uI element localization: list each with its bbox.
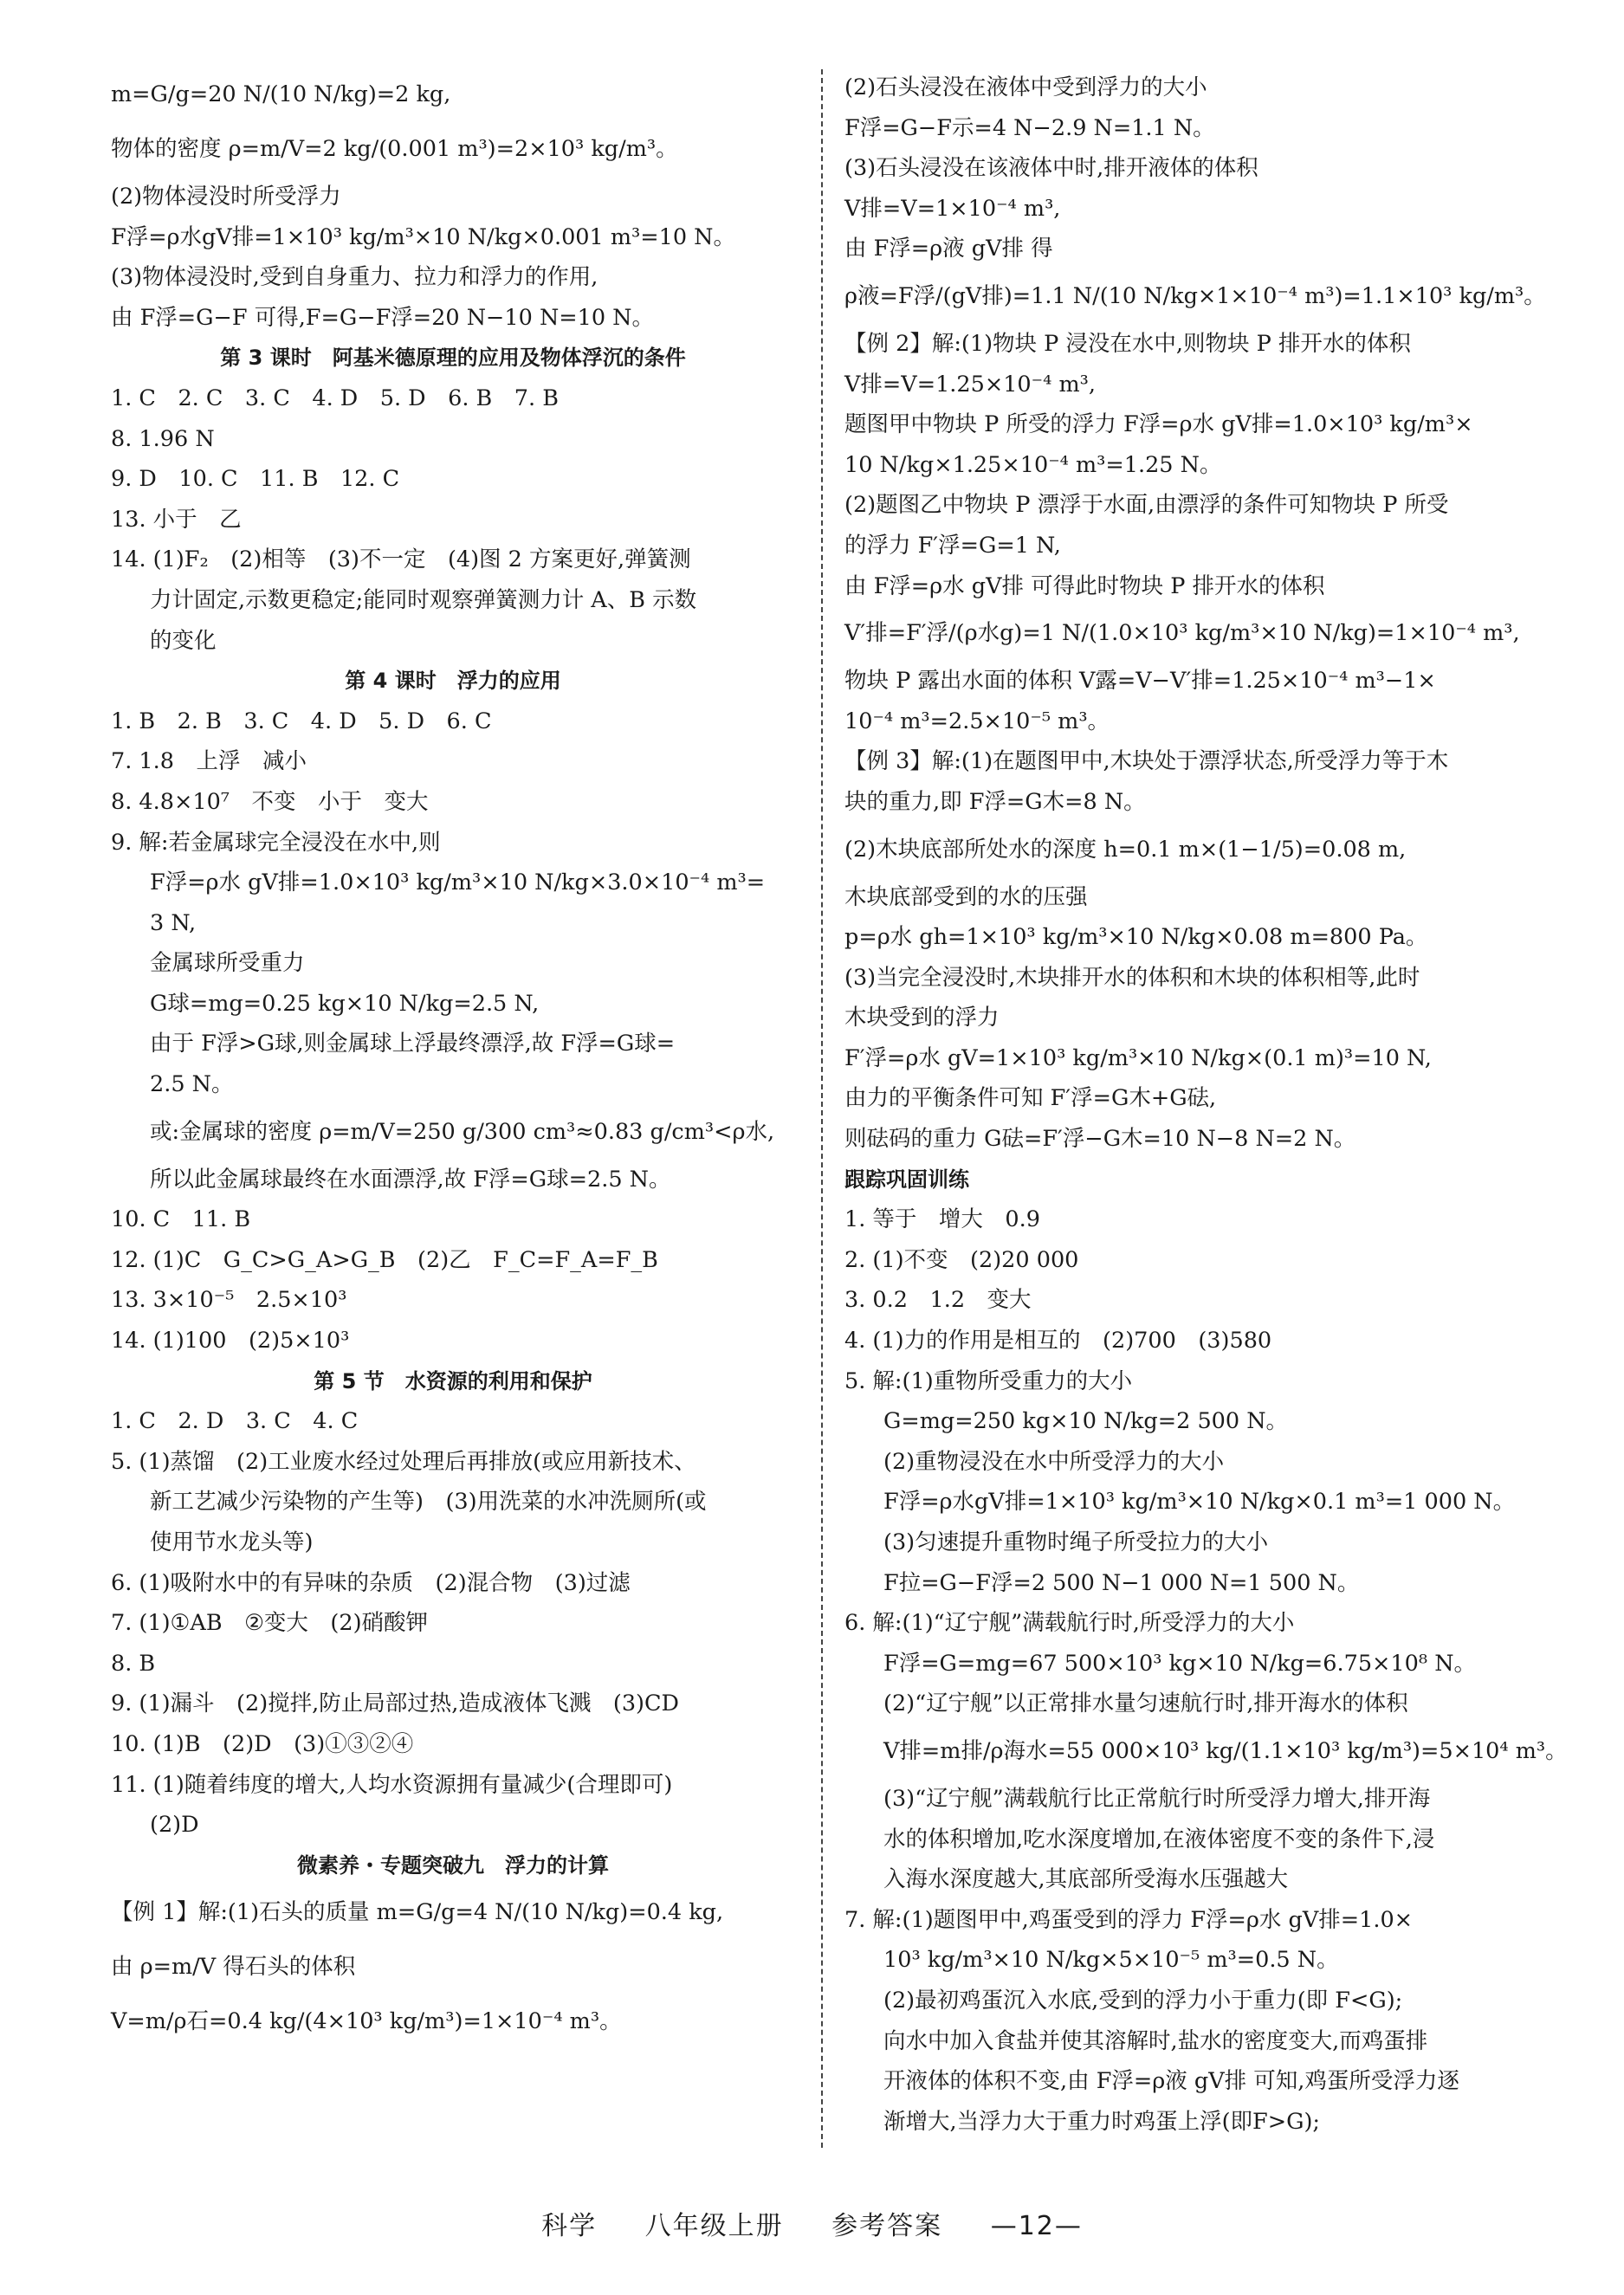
- text-line: m=G/g=20 N/(10 N/kg)=2 kg,: [111, 81, 451, 107]
- subsection-heading: 跟踪巩固训练: [844, 1167, 969, 1192]
- text-line: (2)最初鸡蛋沉入水底,受到的浮力小于重力(即 F<G);: [883, 1987, 1403, 2014]
- text-line: 6. 解:(1)“辽宁舰”满载航行时,所受浮力的大小: [844, 1610, 1295, 1637]
- text-line: (3)当完全浸没时,木块排开水的体积和木块的体积相等,此时: [844, 964, 1420, 991]
- text-line: 由 F浮=ρ液 gV排 得: [844, 236, 1053, 262]
- text-line: 10. C 11. B: [111, 1206, 251, 1233]
- text-line: 10. (1)B (2)D (3)①③②④: [111, 1730, 414, 1757]
- text-line: 所以此金属球最终在水面漂浮,故 F浮=G球=2.5 N。: [150, 1166, 671, 1193]
- text-line: 块的重力,即 F浮=G木=8 N。: [844, 788, 1146, 815]
- text-line: (3)石头浸没在该液体中时,排开液体的体积: [844, 155, 1258, 182]
- text-line: ρ液=F浮/(gV排)=1.1 N/(10 N/kg×1×10⁻⁴ m³)=1.1×10³ kg/m³。: [844, 282, 1546, 309]
- text-line: 木块受到的浮力: [844, 1005, 1000, 1031]
- text-line: F浮=ρ水gV排=1×10³ kg/m³×10 N/kg×0.1 m³=1 000 N。: [883, 1489, 1516, 1516]
- text-line: F′浮=ρ水 gV=1×10³ kg/m³×10 N/kg×(0.1 m)³=10 N,: [844, 1044, 1432, 1071]
- text-line: (2)“辽宁舰”以正常排水量匀速航行时,排开海水的体积: [883, 1691, 1408, 1717]
- page-footer: [0, 2204, 1624, 2242]
- text-line: G=mg=250 kg×10 N/kg=2 500 N。: [883, 1408, 1289, 1435]
- text-line: F浮=G−F示=4 N−2.9 N=1.1 N。: [844, 114, 1215, 141]
- text-line: 8. 1.96 N: [111, 425, 215, 452]
- text-line: (2)重物浸没在水中所受浮力的大小: [883, 1448, 1225, 1475]
- text-line: 1. 等于 增大 0.9: [844, 1206, 1040, 1233]
- text-line: (2)木块底部所处水的深度 h=0.1 m×(1−1/5)=0.08 m,: [844, 836, 1407, 863]
- text-line: 1. C 2. D 3. C 4. C: [111, 1408, 359, 1435]
- text-line: 使用节水龙头等): [150, 1529, 314, 1555]
- right-column: [844, 68, 1568, 2142]
- text-line: 8. 4.8×10⁷ 不变 小于 变大: [111, 788, 429, 815]
- section-heading: 第 5 节 水资源的利用和保护: [314, 1368, 592, 1393]
- text-line: (2)D: [150, 1812, 199, 1839]
- text-line: 14. (1)F₂ (2)相等 (3)不一定 (4)图 2 方案更好,弹簧测: [111, 546, 691, 573]
- text-line: V′排=F′浮/(ρ水g)=1 N/(1.0×10³ kg/m³×10 N/kg)=1×10⁻⁴ m³,: [844, 620, 1520, 647]
- text-line: 13. 3×10⁻⁵ 2.5×10³: [111, 1287, 347, 1314]
- section-heading: 第 4 课时 浮力的应用: [345, 669, 561, 694]
- text-line: 新工艺减少污染物的产生等) (3)用洗菜的水冲洗厕所(或: [150, 1489, 707, 1516]
- text-line: 2. (1)不变 (2)20 000: [844, 1246, 1079, 1273]
- text-line: 11. (1)随着纬度的增大,人均水资源拥有量减少(合理即可): [111, 1771, 673, 1798]
- text-line: 向水中加入食盐并使其溶解时,盐水的密度变大,而鸡蛋排: [883, 2027, 1428, 2054]
- text-line: (2)石头浸没在液体中受到浮力的大小: [844, 74, 1207, 100]
- text-line: G球=mg=0.25 kg×10 N/kg=2.5 N,: [150, 990, 540, 1017]
- text-line: V排=V=1×10⁻⁴ m³,: [844, 195, 1061, 222]
- text-line: 10⁻⁴ m³=2.5×10⁻⁵ m³。: [844, 708, 1110, 734]
- text-line: 【例 1】解:(1)石头的质量 m=G/g=4 N/(10 N/kg)=0.4 kg,: [111, 1899, 724, 1926]
- footer-grade: 八年级上册: [644, 2211, 784, 2241]
- text-line: 开液体的体积不变,由 F浮=ρ液 gV排 可知,鸡蛋所受浮力逐: [883, 2068, 1459, 2095]
- text-line: 5. 解:(1)重物所受重力的大小: [844, 1367, 1133, 1394]
- text-line: 3. 0.2 1.2 变大: [844, 1287, 1032, 1314]
- text-line: 8. B: [111, 1650, 156, 1677]
- footer-subject: 科学: [541, 2211, 598, 2241]
- text-line: 13. 小于 乙: [111, 506, 242, 533]
- text-line: (3)匀速提升重物时绳子所受拉力的大小: [883, 1529, 1269, 1555]
- text-line: 物块 P 露出水面的体积 V露=V−V′排=1.25×10⁻⁴ m³−1×: [844, 668, 1436, 695]
- text-line: 5. (1)蒸馏 (2)工业废水经过处理后再排放(或应用新技术、: [111, 1448, 696, 1475]
- text-line: 则砝码的重力 G砝=F′浮−G木=10 N−8 N=2 N。: [844, 1126, 1356, 1153]
- text-line: F浮=ρ水 gV排=1.0×10³ kg/m³×10 N/kg×3.0×10⁻⁴ m³=: [150, 870, 766, 896]
- text-line: V=m/ρ石=0.4 kg/(4×10³ kg/m³)=1×10⁻⁴ m³。: [111, 2008, 622, 2035]
- text-line: 由 F浮=G−F 可得,F=G−F浮=20 N−10 N=10 N。: [111, 304, 654, 331]
- text-line: (3)物体浸没时,受到自身重力、拉力和浮力的作用,: [111, 264, 598, 291]
- text-line: 由于 F浮>G球,则金属球上浮最终漂浮,故 F浮=G球=: [150, 1031, 676, 1057]
- text-line: 由力的平衡条件可知 F′浮=G木+G砝,: [844, 1085, 1217, 1112]
- text-line: 力计固定,示数更稳定;能同时观察弹簧测力计 A、B 示数: [150, 586, 697, 613]
- text-line: F浮=G=mg=67 500×10³ kg×10 N/kg=6.75×10⁸ N。: [883, 1650, 1477, 1677]
- text-line: 水的体积增加,吃水深度增加,在液体密度不变的条件下,浸: [883, 1826, 1435, 1852]
- text-line: 入海水深度越大,其底部所受海水压强越大: [883, 1866, 1289, 1893]
- text-line: p=ρ水 gh=1×10³ kg/m³×10 N/kg×0.08 m=800 Pa。: [844, 924, 1428, 951]
- text-line: V排=m排/ρ海水=55 000×10³ kg/(1.1×10³ kg/m³)=5×10⁴ m³。: [883, 1737, 1568, 1764]
- section-heading: 微素养・专题突破九 浮力的计算: [297, 1852, 609, 1878]
- text-line: 14. (1)100 (2)5×10³: [111, 1328, 350, 1354]
- left-column: [111, 68, 795, 2049]
- text-line: 12. (1)C G_C>G_A>G_B (2)乙 F_C=F_A=F_B: [111, 1246, 658, 1273]
- text-line: 1. B 2. B 3. C 4. D 5. D 6. C: [111, 708, 492, 734]
- text-line: 9. (1)漏斗 (2)搅拌,防止局部过热,造成液体飞溅 (3)CD: [111, 1691, 679, 1717]
- text-line: (2)题图乙中物块 P 漂浮于水面,由漂浮的条件可知物块 P 所受: [844, 492, 1449, 519]
- text-line: 由 F浮=ρ水 gV排 可得此时物块 P 排开水的体积: [844, 572, 1325, 599]
- text-line: 物体的密度 ρ=m/V=2 kg/(0.001 m³)=2×10³ kg/m³。: [111, 136, 678, 162]
- text-line: 10³ kg/m³×10 N/kg×5×10⁻⁵ m³=0.5 N。: [883, 1947, 1339, 1974]
- text-line: 渐增大,当浮力大于重力时鸡蛋上浮(即F>G);: [883, 2108, 1321, 2135]
- text-line: 9. D 10. C 11. B 12. C: [111, 466, 400, 493]
- page-number: —12—: [990, 2211, 1083, 2241]
- column-divider: [821, 69, 823, 2148]
- text-line: 的变化: [150, 627, 217, 654]
- text-line: 【例 2】解:(1)物块 P 浸没在水中,则物块 P 排开水的体积: [844, 330, 1411, 357]
- text-line: V排=V=1.25×10⁻⁴ m³,: [844, 371, 1096, 398]
- text-line: 题图甲中物块 P 所受的浮力 F浮=ρ水 gV排=1.0×10³ kg/m³×: [844, 411, 1473, 438]
- text-line: 7. 1.8 上浮 减小: [111, 748, 307, 775]
- text-line: 7. (1)①AB ②变大 (2)硝酸钾: [111, 1610, 429, 1637]
- text-line: 的浮力 F′浮=G=1 N,: [844, 532, 1061, 559]
- text-line: 木块底部受到的水的压强: [844, 883, 1088, 910]
- text-line: F拉=G−F浮=2 500 N−1 000 N=1 500 N。: [883, 1569, 1360, 1596]
- text-line: F浮=ρ水gV排=1×10³ kg/m³×10 N/kg×0.001 m³=10 N。: [111, 223, 735, 250]
- text-line: 10 N/kg×1.25×10⁻⁴ m³=1.25 N。: [844, 451, 1222, 478]
- text-line: 1. C 2. C 3. C 4. D 5. D 6. B 7. B: [111, 385, 559, 411]
- text-line: 2.5 N。: [150, 1071, 234, 1098]
- text-line: 金属球所受重力: [150, 950, 305, 977]
- text-line: 9. 解:若金属球完全浸没在水中,则: [111, 829, 441, 856]
- text-line: 6. (1)吸附水中的有异味的杂质 (2)混合物 (3)过滤: [111, 1569, 631, 1596]
- text-line: (3)“辽宁舰”满载航行比正常航行时所受浮力增大,排开海: [883, 1785, 1431, 1812]
- text-line: 3 N,: [150, 909, 197, 936]
- text-line: 或:金属球的密度 ρ=m/V=250 g/300 cm³≈0.83 g/cm³<ρ水,: [150, 1118, 775, 1145]
- text-line: 由 ρ=m/V 得石头的体积: [111, 1954, 356, 1981]
- text-line: (2)物体浸没时所受浮力: [111, 184, 341, 210]
- text-line: 7. 解:(1)题图甲中,鸡蛋受到的浮力 F浮=ρ水 gV排=1.0×: [844, 1906, 1414, 1933]
- text-line: 【例 3】解:(1)在题图甲中,木块处于漂浮状态,所受浮力等于木: [844, 748, 1449, 775]
- text-line: 4. (1)力的作用是相互的 (2)700 (3)580: [844, 1328, 1272, 1354]
- section-heading: 第 3 课时 阿基米德原理的应用及物体浮沉的条件: [220, 346, 686, 371]
- footer-section: 参考答案: [831, 2211, 943, 2241]
